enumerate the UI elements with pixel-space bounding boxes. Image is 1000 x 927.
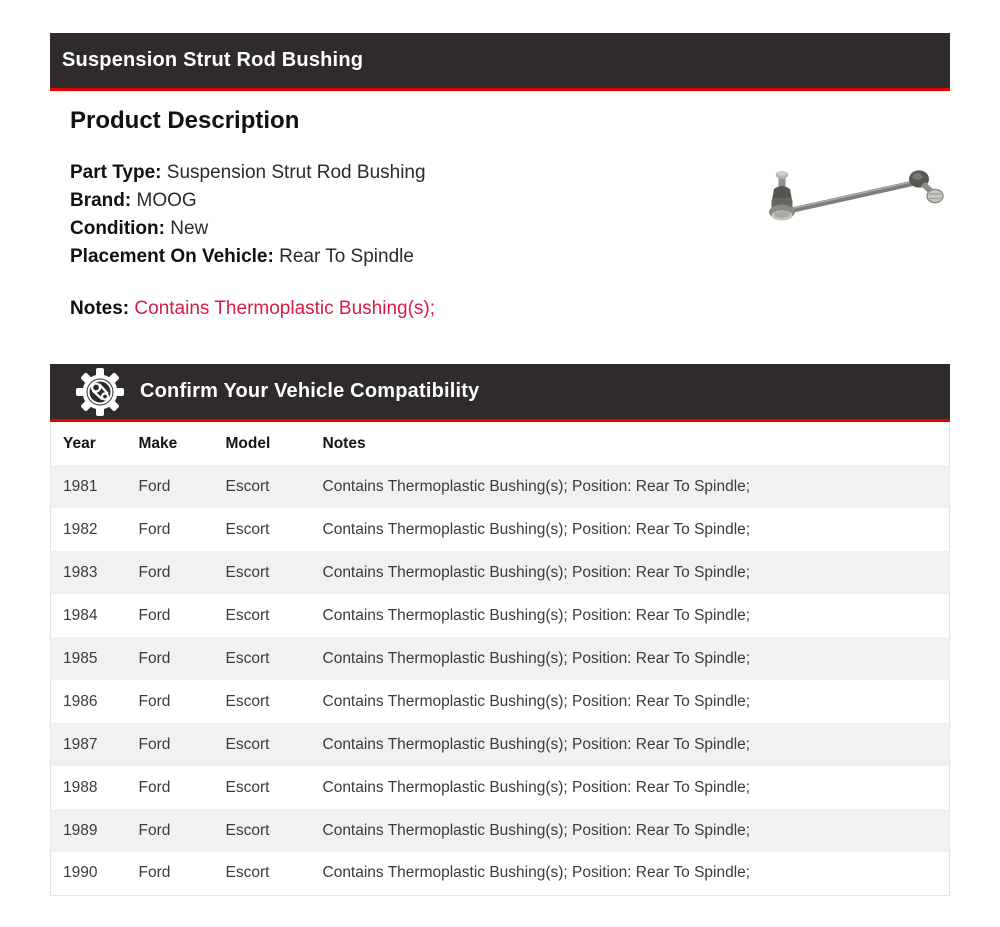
field-value: Rear To Spindle xyxy=(273,246,414,267)
field-value: Suspension Strut Rod Bushing xyxy=(161,162,426,183)
cell-model: Escort xyxy=(225,735,270,753)
field-label: Condition: xyxy=(70,218,165,239)
product-title: Suspension Strut Rod Bushing xyxy=(62,49,364,71)
cell-make: Ford xyxy=(138,649,171,667)
cell-notes: Contains Thermoplastic Bushing(s); Position: Rear To Spindle; xyxy=(322,735,751,753)
cell-year: 1990 xyxy=(63,864,98,882)
cell-year: 1981 xyxy=(63,477,98,495)
cell-year: 1983 xyxy=(63,563,98,581)
table-header-row xyxy=(51,422,950,465)
field-label: Brand: xyxy=(70,190,132,211)
product-notes xyxy=(70,298,950,320)
cell-make: Ford xyxy=(138,563,171,581)
field-value: MOOG xyxy=(131,190,197,211)
column-header-model: Model xyxy=(225,434,271,452)
cell-model: Escort xyxy=(225,821,270,839)
table-row xyxy=(51,551,950,594)
product-title-bar xyxy=(50,33,950,91)
table-row xyxy=(51,852,950,895)
notes-label: Notes: xyxy=(70,298,130,319)
cell-year: 1982 xyxy=(63,520,98,538)
compat-table-body xyxy=(51,465,950,895)
cell-make: Ford xyxy=(138,606,171,624)
cell-year: 1989 xyxy=(63,821,98,839)
table-row xyxy=(51,723,950,766)
cell-notes: Contains Thermoplastic Bushing(s); Position: Rear To Spindle; xyxy=(322,821,751,839)
cell-model: Escort xyxy=(225,778,270,796)
cell-make: Ford xyxy=(138,821,171,839)
cell-notes: Contains Thermoplastic Bushing(s); Position: Rear To Spindle; xyxy=(322,606,751,624)
cell-year: 1987 xyxy=(63,735,98,753)
cell-model: Escort xyxy=(225,649,270,667)
field-label: Placement On Vehicle: xyxy=(70,246,274,267)
cell-make: Ford xyxy=(138,864,171,882)
cell-year: 1988 xyxy=(63,778,98,796)
cell-make: Ford xyxy=(138,692,171,710)
column-header-notes: Notes xyxy=(322,434,366,452)
table-row xyxy=(51,809,950,852)
table-row xyxy=(51,465,950,508)
cell-notes: Contains Thermoplastic Bushing(s); Position: Rear To Spindle; xyxy=(322,864,751,882)
field-value: New xyxy=(164,218,209,239)
cell-make: Ford xyxy=(138,477,171,495)
cell-notes: Contains Thermoplastic Bushing(s); Position: Rear To Spindle; xyxy=(322,692,751,710)
compatibility-heading: Confirm Your Vehicle Compatibility xyxy=(140,380,480,402)
table-row xyxy=(51,680,950,723)
compatibility-section xyxy=(50,364,950,896)
cell-model: Escort xyxy=(225,692,270,710)
cell-notes: Contains Thermoplastic Bushing(s); Position: Rear To Spindle; xyxy=(322,649,751,667)
gear-chain-icon xyxy=(74,366,126,418)
cell-model: Escort xyxy=(225,606,270,624)
compatibility-header-bar xyxy=(50,364,950,422)
compatibility-table xyxy=(50,422,950,896)
cell-notes: Contains Thermoplastic Bushing(s); Position: Rear To Spindle; xyxy=(322,520,751,538)
cell-notes: Contains Thermoplastic Bushing(s); Position: Rear To Spindle; xyxy=(322,778,751,796)
cell-year: 1986 xyxy=(63,692,98,710)
field-label: Part Type: xyxy=(70,162,162,183)
cell-year: 1985 xyxy=(63,649,98,667)
table-row xyxy=(51,766,950,809)
table-row xyxy=(51,508,950,551)
cell-model: Escort xyxy=(225,563,270,581)
notes-value: Contains Thermoplastic Bushing(s); xyxy=(129,298,436,319)
cell-year: 1984 xyxy=(63,606,98,624)
cell-model: Escort xyxy=(225,477,270,495)
cell-make: Ford xyxy=(138,735,171,753)
cell-model: Escort xyxy=(225,864,270,882)
cell-make: Ford xyxy=(138,778,171,796)
table-row xyxy=(51,637,950,680)
column-header-make: Make xyxy=(138,434,178,452)
cell-make: Ford xyxy=(138,520,171,538)
table-row xyxy=(51,594,950,637)
product-image-sway-bar-link xyxy=(755,160,947,234)
field-placement xyxy=(70,243,950,271)
cell-notes: Contains Thermoplastic Bushing(s); Position: Rear To Spindle; xyxy=(322,477,751,495)
column-header-year: Year xyxy=(63,434,96,452)
cell-model: Escort xyxy=(225,520,270,538)
description-heading: Product Description xyxy=(70,107,300,134)
cell-notes: Contains Thermoplastic Bushing(s); Position: Rear To Spindle; xyxy=(322,563,751,581)
